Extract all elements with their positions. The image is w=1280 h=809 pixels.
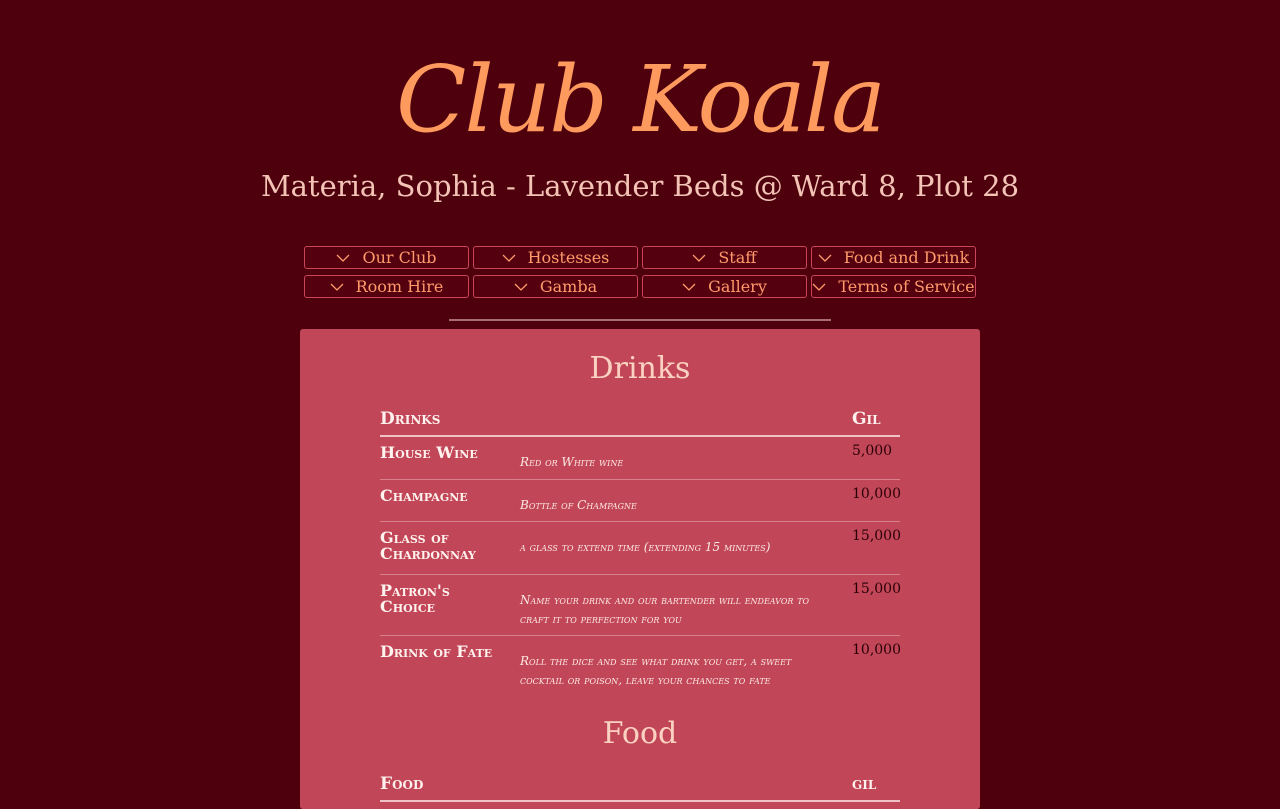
nav-label: Gamba [539, 277, 598, 296]
food-column-header: Food [380, 774, 424, 794]
main-nav [304, 246, 976, 298]
item-price: 15,000 [852, 581, 901, 597]
nav-terms-of-service-button[interactable] [811, 275, 976, 298]
chevron-down-icon [502, 253, 516, 263]
site-subtitle: Materia, Sophia - Lavender Beds @ Ward 8, Plot 28 [260, 169, 1020, 203]
item-name: Glass of Chardonnay [380, 528, 476, 563]
nav-label: Hostesses [527, 248, 610, 267]
item-description: Roll the dice and see what drink you get, a sweet cocktail or poison, leave your chances to fate [520, 654, 792, 687]
nav-label: Room Hire [355, 277, 444, 296]
site-title: Club Koala [396, 46, 884, 153]
nav-label: Food and Drink [843, 248, 970, 267]
item-price: 5,000 [852, 443, 893, 459]
table-row [380, 480, 900, 522]
item-description: Red or White wine [520, 455, 624, 469]
chevron-down-icon [514, 282, 528, 292]
item-price: 10,000 [852, 642, 901, 658]
item-price: 10,000 [852, 486, 901, 502]
item-name: House Wine [380, 443, 478, 462]
chevron-down-icon [330, 282, 344, 292]
table-row [380, 437, 900, 480]
nav-staff-button[interactable] [642, 246, 807, 269]
nav-food-and-drink-button[interactable] [811, 246, 976, 269]
table-row [380, 636, 900, 696]
chevron-down-icon [692, 253, 706, 263]
price-column-header: Gil [852, 409, 881, 429]
chevron-down-icon [336, 253, 350, 263]
nav-gamba-button[interactable] [473, 275, 638, 298]
drinks-title: Drinks [589, 351, 691, 386]
item-name: Champagne [380, 486, 468, 505]
nav-room-hire-button[interactable] [304, 275, 469, 298]
header-divider [449, 319, 831, 321]
item-price: 15,000 [852, 528, 901, 544]
food-title: Food [602, 716, 678, 751]
item-description: Bottle of Champagne [520, 498, 637, 512]
menu-panel [300, 329, 980, 809]
item-description: Name your drink and our bartender will endeavor to craft it to perfection for you [520, 593, 810, 626]
food-table-header [380, 774, 900, 802]
nav-our-club-button[interactable] [304, 246, 469, 269]
price-column-header: gil [852, 774, 877, 794]
table-row [380, 522, 900, 575]
item-description: a glass to extend time (extending 15 minutes) [520, 540, 771, 554]
nav-label: Gallery [708, 277, 767, 296]
item-name: Patron's Choice [380, 581, 450, 616]
nav-label: Staff [718, 248, 757, 267]
chevron-down-icon [812, 282, 826, 292]
table-row [380, 575, 900, 636]
nav-hostesses-button[interactable] [473, 246, 638, 269]
nav-label: Terms of Service [838, 277, 975, 296]
item-name: Drink of Fate [380, 642, 493, 661]
chevron-down-icon [818, 253, 832, 263]
drinks-table-header [380, 409, 900, 437]
nav-gallery-button[interactable] [642, 275, 807, 298]
drinks-column-header: Drinks [380, 409, 441, 429]
chevron-down-icon [682, 282, 696, 292]
nav-label: Our Club [362, 248, 437, 267]
